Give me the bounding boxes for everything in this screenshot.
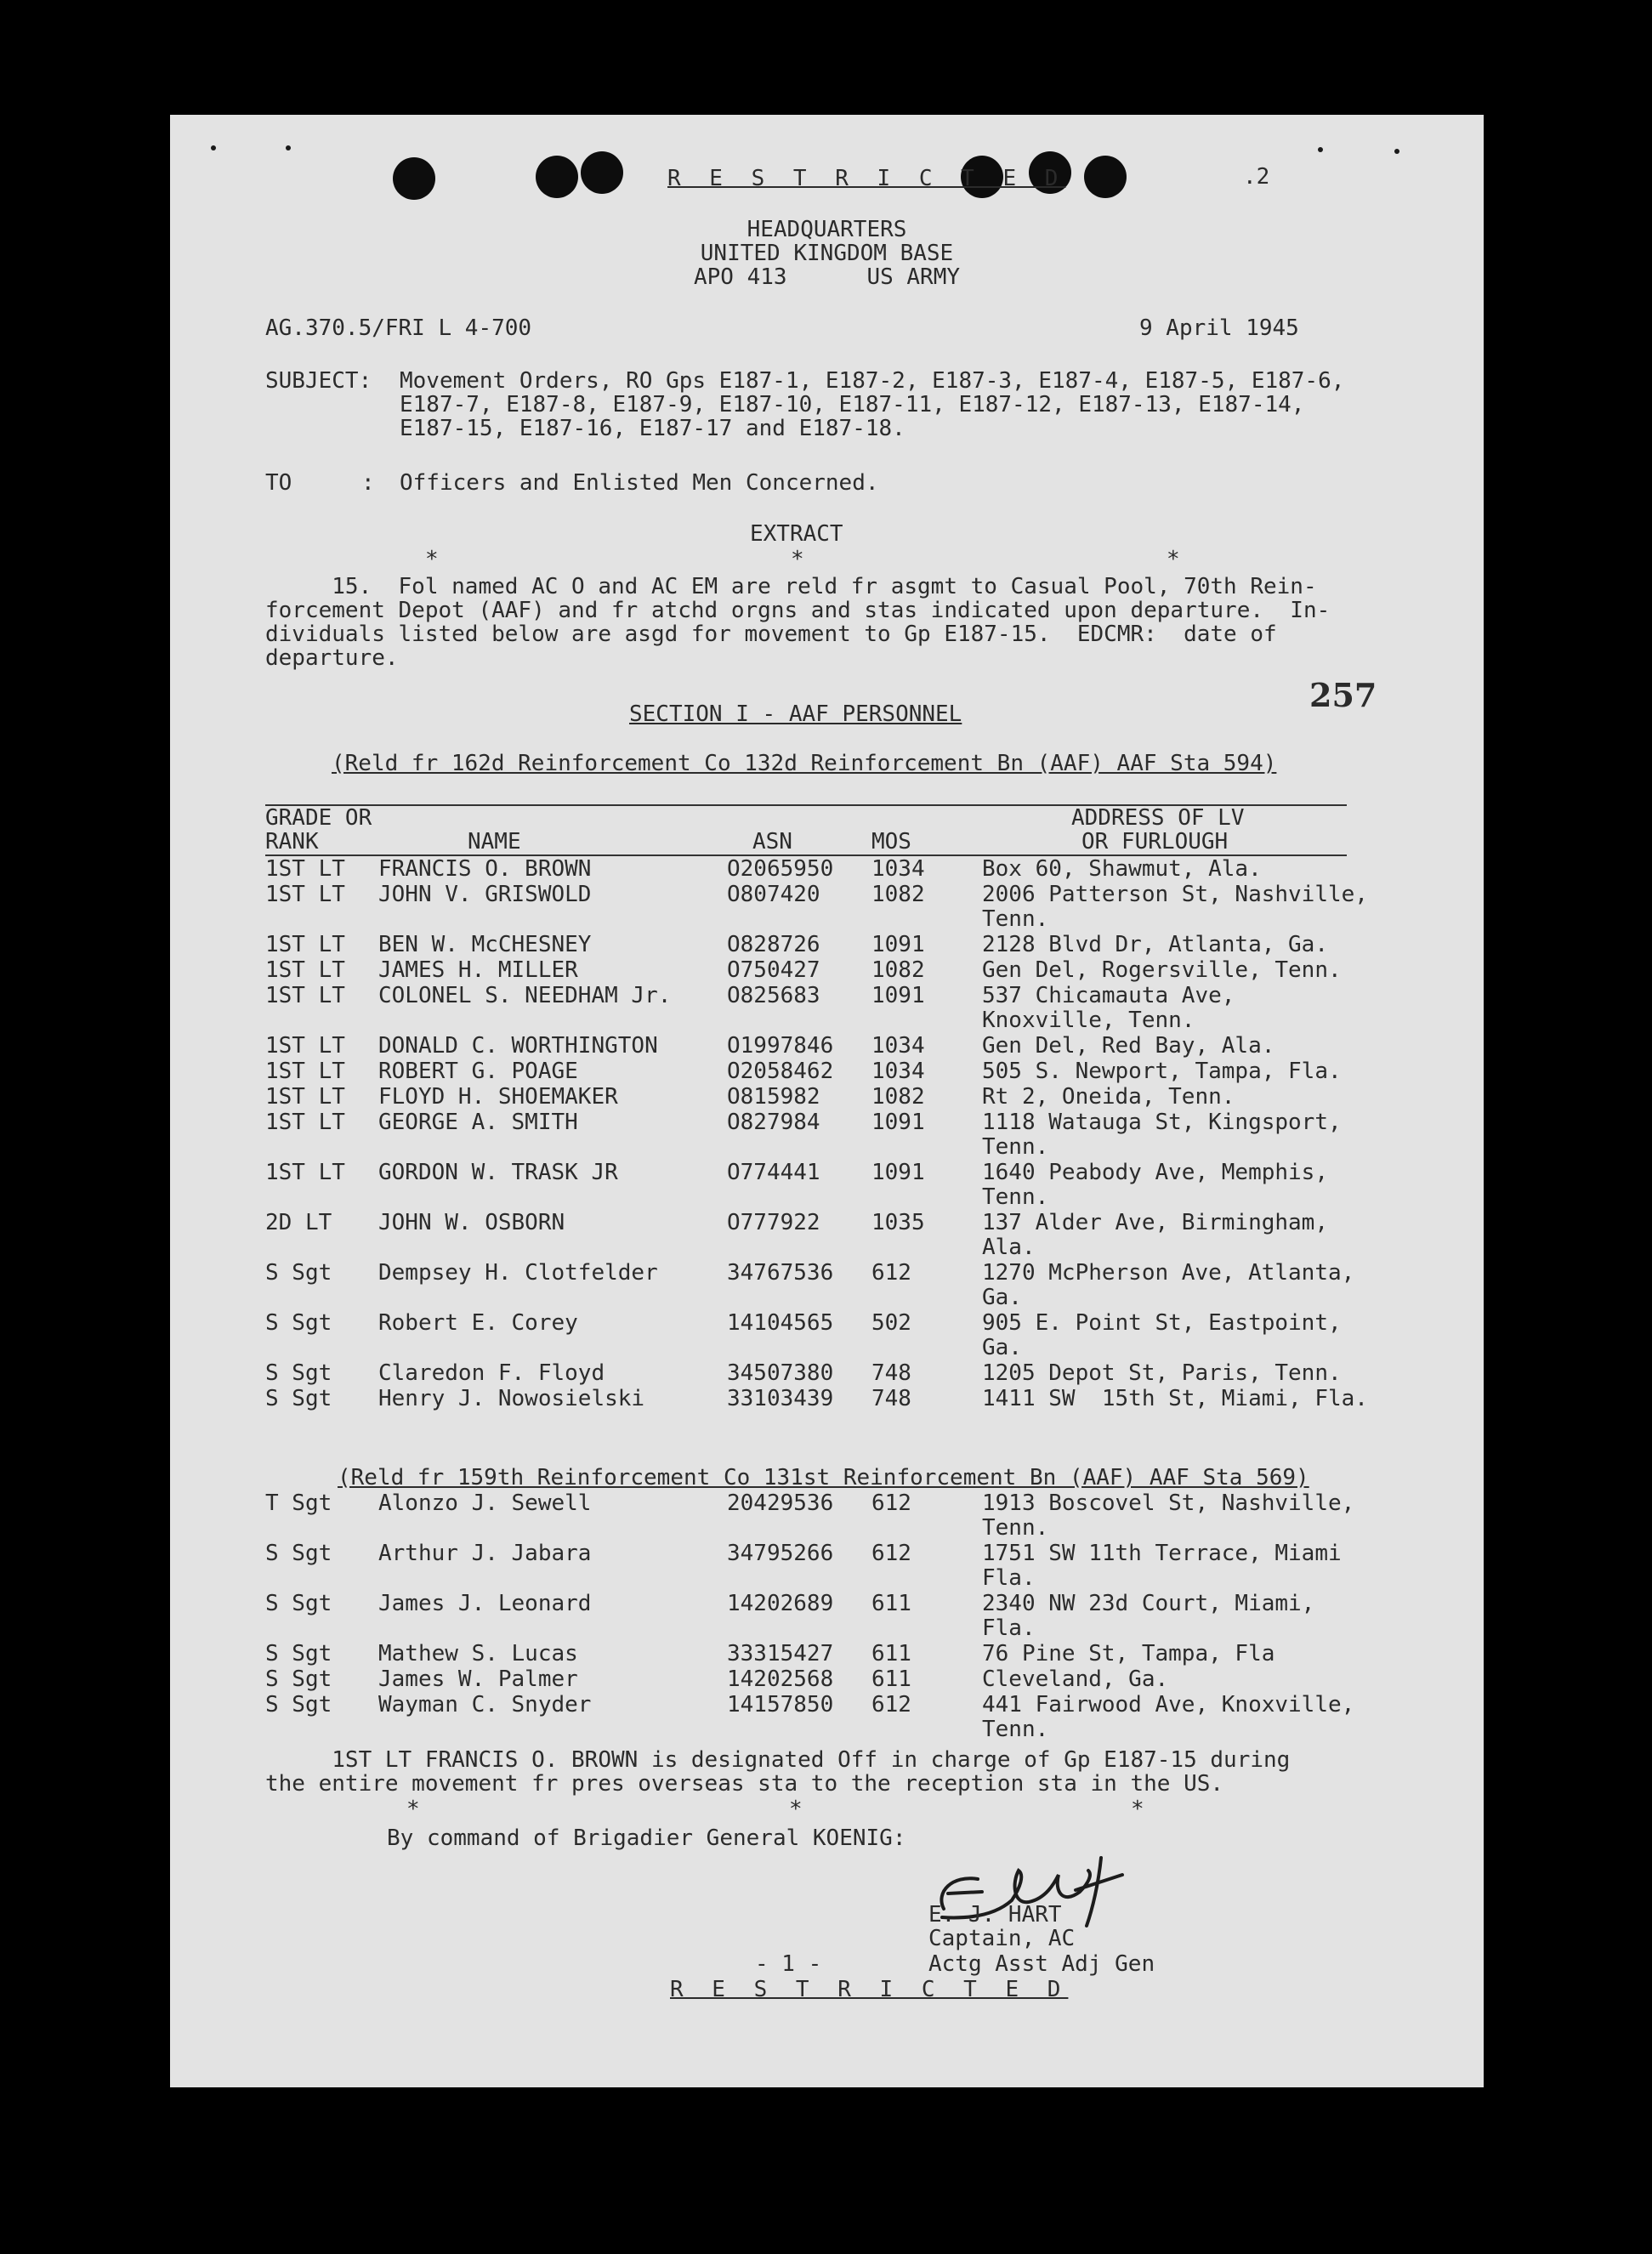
grade-cell: 2D LT: [265, 1210, 332, 1235]
asn-cell: 14202568: [727, 1666, 834, 1692]
grade-cell: T Sgt: [265, 1490, 332, 1516]
paragraph-line1: 15. Fol named AC O and AC EM are reld fr asgmt to Casual Pool, 70th Rein-: [265, 574, 1317, 599]
table-row-continuation: [170, 1235, 1484, 1260]
table-row: [170, 1059, 1484, 1084]
asterisk: *: [789, 1797, 803, 1822]
grade-cell: S Sgt: [265, 1541, 332, 1566]
name-cell: COLONEL S. NEEDHAM Jr.: [378, 983, 672, 1008]
address-cell: 505 S. Newport, Tampa, Fla.: [982, 1059, 1342, 1084]
name-cell: JAMES H. MILLER: [378, 957, 578, 983]
name-cell: FRANCIS O. BROWN: [378, 856, 592, 882]
address-cell-line2: Ala.: [982, 1235, 1036, 1260]
column-furlough-header: OR FURLOUGH: [1081, 829, 1229, 854]
table-row: [170, 1084, 1484, 1110]
grade-cell: S Sgt: [265, 1666, 332, 1692]
column-address-header: ADDRESS OF LV: [1071, 805, 1245, 831]
section-title: SECTION I - AAF PERSONNEL: [629, 701, 962, 727]
name-cell: GORDON W. TRASK JR: [378, 1160, 618, 1185]
to-label: TO: [265, 470, 292, 496]
address-cell-line2: Tenn.: [982, 1134, 1049, 1160]
mos-cell: 1091: [871, 932, 925, 957]
name-cell: GEORGE A. SMITH: [378, 1110, 578, 1135]
speck: [1318, 147, 1323, 152]
table-row-continuation: [170, 1717, 1484, 1742]
asterisk: *: [1131, 1797, 1144, 1822]
name-cell: FLOYD H. SHOEMAKER: [378, 1084, 618, 1110]
table-row: [170, 1210, 1484, 1235]
name-cell: Henry J. Nowosielski: [378, 1386, 645, 1411]
grade-cell: S Sgt: [265, 1360, 332, 1386]
asn-cell: 14104565: [727, 1310, 834, 1336]
table-row-continuation: [170, 1008, 1484, 1033]
table-row: [170, 856, 1484, 882]
table-row: [170, 1692, 1484, 1717]
speck: [211, 145, 216, 150]
column-asn-header: ASN: [752, 829, 792, 854]
table-row: [170, 983, 1484, 1008]
table-row: [170, 1386, 1484, 1411]
file-reference: AG.370.5/FRI L 4-700: [265, 315, 532, 341]
mos-cell: 1082: [871, 1084, 925, 1110]
name-cell: Robert E. Corey: [378, 1310, 578, 1336]
asn-cell: 33315427: [727, 1641, 834, 1666]
punch-hole: [581, 151, 623, 194]
address-cell: 1640 Peabody Ave, Memphis,: [982, 1160, 1328, 1185]
paragraph-line2: forcement Depot (AAF) and fr atchd orgns and stas indicated upon departure. In-: [265, 598, 1331, 623]
asn-cell: 34767536: [727, 1260, 834, 1286]
signature-title: Actg Asst Adj Gen: [928, 1951, 1155, 1977]
address-cell: Box 60, Shawmut, Ala.: [982, 856, 1262, 882]
asn-cell: O2065950: [727, 856, 834, 882]
address-cell: 1411 SW 15th St, Miami, Fla.: [982, 1386, 1368, 1411]
name-cell: DONALD C. WORTHINGTON: [378, 1033, 658, 1059]
address-cell-line2: Tenn.: [982, 1184, 1049, 1210]
name-cell: James W. Palmer: [378, 1666, 578, 1692]
mos-cell: 748: [871, 1360, 911, 1386]
header-line2: UNITED KINGDOM BASE: [700, 241, 954, 266]
address-cell-line2: Fla.: [982, 1615, 1036, 1641]
address-cell-line2: Tenn.: [982, 1515, 1049, 1541]
address-cell: 76 Pine St, Tampa, Fla: [982, 1641, 1275, 1666]
table-row: [170, 1490, 1484, 1516]
mos-cell: 611: [871, 1666, 911, 1692]
to-colon: :: [361, 470, 375, 496]
table-row: [170, 882, 1484, 907]
asn-cell: 14157850: [727, 1692, 834, 1717]
paragraph-line4: departure.: [265, 645, 399, 671]
mos-cell: 1035: [871, 1210, 925, 1235]
table-row-continuation: [170, 906, 1484, 932]
address-cell: 2128 Blvd Dr, Atlanta, Ga.: [982, 932, 1328, 957]
address-cell: Gen Del, Red Bay, Ala.: [982, 1033, 1275, 1059]
asn-cell: O815982: [727, 1084, 820, 1110]
asn-cell: 14202689: [727, 1591, 834, 1616]
address-cell: 537 Chicamauta Ave,: [982, 983, 1235, 1008]
asn-cell: O807420: [727, 882, 820, 907]
subject-line1: Movement Orders, RO Gps E187-1, E187-2, E187-3, E187-4, E187-5, E187-6,: [400, 368, 1345, 394]
mos-cell: 1091: [871, 1160, 925, 1185]
group2-title: (Reld fr 159th Reinforcement Co 131st Reinforcement Bn (AAF) AAF Sta 569): [338, 1465, 1309, 1490]
address-cell: 137 Alder Ave, Birmingham,: [982, 1210, 1328, 1235]
name-cell: Mathew S. Lucas: [378, 1641, 578, 1666]
signature-name: E. J. HART: [928, 1902, 1062, 1928]
name-cell: Claredon F. Floyd: [378, 1360, 605, 1386]
grade-cell: 1ST LT: [265, 932, 345, 957]
name-cell: James J. Leonard: [378, 1591, 592, 1616]
address-cell-line2: Tenn.: [982, 1717, 1049, 1742]
table-row-continuation: [170, 1615, 1484, 1641]
address-cell: 2006 Patterson St, Nashville,: [982, 882, 1368, 907]
mos-cell: 611: [871, 1641, 911, 1666]
asn-cell: O750427: [727, 957, 820, 983]
address-cell: 1751 SW 11th Terrace, Miami: [982, 1541, 1342, 1566]
table-row-continuation: [170, 1515, 1484, 1541]
name-cell: Alonzo J. Sewell: [378, 1490, 592, 1516]
grade-cell: 1ST LT: [265, 882, 345, 907]
classification-bottom: R E S T R I C T E D: [670, 1977, 1069, 2002]
table-row: [170, 1541, 1484, 1566]
address-cell: 1118 Watauga St, Kingsport,: [982, 1110, 1342, 1135]
asn-cell: O825683: [727, 983, 820, 1008]
asterisk: *: [406, 1797, 420, 1822]
punch-hole: [536, 156, 578, 198]
address-cell: 2340 NW 23d Court, Miami,: [982, 1591, 1315, 1616]
designation-line2: the entire movement fr pres overseas sta to the reception sta in the US.: [265, 1771, 1224, 1797]
address-cell: 441 Fairwood Ave, Knoxville,: [982, 1692, 1355, 1717]
stamp-number: 257: [1309, 676, 1377, 714]
mos-cell: 502: [871, 1310, 911, 1336]
grade-cell: 1ST LT: [265, 856, 345, 882]
column-rank-header: RANK: [265, 829, 319, 854]
grade-cell: 1ST LT: [265, 1160, 345, 1185]
document-page: [170, 115, 1484, 2087]
table-row: [170, 1260, 1484, 1286]
table-row: [170, 1110, 1484, 1135]
asn-cell: O1997846: [727, 1033, 834, 1059]
table-row: [170, 932, 1484, 957]
signature-rank: Captain, AC: [928, 1926, 1076, 1951]
subject-label: SUBJECT:: [265, 368, 372, 394]
mos-cell: 1082: [871, 882, 925, 907]
paragraph-line3: dividuals listed below are asgd for movement to Gp E187-15. EDCMR: date of: [265, 622, 1277, 647]
name-cell: Dempsey H. Clotfelder: [378, 1260, 658, 1286]
table-row: [170, 1641, 1484, 1666]
footer-page-number: - 1 -: [755, 1951, 822, 1977]
punch-hole: [1084, 156, 1127, 198]
table-row: [170, 1310, 1484, 1336]
name-cell: Arthur J. Jabara: [378, 1541, 592, 1566]
subject-line2: E187-7, E187-8, E187-9, E187-10, E187-11, E187-12, E187-13, E187-14,: [400, 392, 1305, 417]
grade-cell: S Sgt: [265, 1641, 332, 1666]
table-row: [170, 1591, 1484, 1616]
table-row: [170, 1160, 1484, 1185]
grade-cell: 1ST LT: [265, 1084, 345, 1110]
name-cell: ROBERT G. POAGE: [378, 1059, 578, 1084]
asterisk: *: [1167, 547, 1180, 572]
extract-title: EXTRACT: [750, 521, 843, 547]
asn-cell: 34795266: [727, 1541, 834, 1566]
grade-cell: S Sgt: [265, 1386, 332, 1411]
asterisk: *: [791, 547, 804, 572]
mos-cell: 1034: [871, 1059, 925, 1084]
table-row-continuation: [170, 1565, 1484, 1591]
header-line3: APO 413 US ARMY: [693, 264, 961, 290]
asterisk: *: [425, 547, 439, 572]
mos-cell: 612: [871, 1541, 911, 1566]
table-row-continuation: [170, 1134, 1484, 1160]
grade-cell: 1ST LT: [265, 983, 345, 1008]
asn-cell: 33103439: [727, 1386, 834, 1411]
speck: [286, 145, 291, 150]
page-number: .2: [1243, 164, 1270, 190]
group1-title: (Reld fr 162d Reinforcement Co 132d Reinforcement Bn (AAF) AAF Sta 594): [332, 751, 1277, 776]
asn-cell: O774441: [727, 1160, 820, 1185]
mos-cell: 1034: [871, 856, 925, 882]
table-row: [170, 1033, 1484, 1059]
table-row: [170, 1666, 1484, 1692]
address-cell: 1205 Depot St, Paris, Tenn.: [982, 1360, 1342, 1386]
grade-cell: 1ST LT: [265, 1110, 345, 1135]
asn-cell: O827984: [727, 1110, 820, 1135]
classification-top: R E S T R I C T E D: [667, 166, 1066, 191]
name-cell: Wayman C. Snyder: [378, 1692, 592, 1717]
mos-cell: 611: [871, 1591, 911, 1616]
table-row-continuation: [170, 1184, 1484, 1210]
column-mos-header: MOS: [871, 829, 911, 854]
table-row: [170, 1360, 1484, 1386]
grade-cell: S Sgt: [265, 1692, 332, 1717]
mos-cell: 1082: [871, 957, 925, 983]
address-cell: 1913 Boscovel St, Nashville,: [982, 1490, 1355, 1516]
name-cell: BEN W. McCHESNEY: [378, 932, 592, 957]
table-row-continuation: [170, 1285, 1484, 1310]
address-cell-line2: Tenn.: [982, 906, 1049, 932]
address-cell-line2: Knoxville, Tenn.: [982, 1008, 1195, 1033]
column-grade-header: GRADE OR: [265, 805, 372, 831]
speck: [1394, 149, 1399, 154]
grade-cell: 1ST LT: [265, 1059, 345, 1084]
address-cell: 905 E. Point St, Eastpoint,: [982, 1310, 1342, 1336]
grade-cell: 1ST LT: [265, 1033, 345, 1059]
grade-cell: S Sgt: [265, 1260, 332, 1286]
subject-line3: E187-15, E187-16, E187-17 and E187-18.: [400, 416, 905, 441]
asn-cell: 20429536: [727, 1490, 834, 1516]
address-cell-line2: Ga.: [982, 1335, 1022, 1360]
punch-hole: [393, 157, 435, 200]
asn-cell: 34507380: [727, 1360, 834, 1386]
asn-cell: O777922: [727, 1210, 820, 1235]
mos-cell: 1091: [871, 983, 925, 1008]
address-cell: Cleveland, Ga.: [982, 1666, 1169, 1692]
asn-cell: O2058462: [727, 1059, 834, 1084]
grade-cell: 1ST LT: [265, 957, 345, 983]
name-cell: JOHN W. OSBORN: [378, 1210, 565, 1235]
command-line: By command of Brigadier General KOENIG:: [387, 1825, 906, 1851]
table-row-continuation: [170, 1335, 1484, 1360]
address-cell: Rt 2, Oneida, Tenn.: [982, 1084, 1235, 1110]
grade-cell: S Sgt: [265, 1591, 332, 1616]
address-cell: Gen Del, Rogersville, Tenn.: [982, 957, 1342, 983]
grade-cell: S Sgt: [265, 1310, 332, 1336]
to-text: Officers and Enlisted Men Concerned.: [400, 470, 879, 496]
designation-line1: 1ST LT FRANCIS O. BROWN is designated Off in charge of Gp E187-15 during: [265, 1747, 1291, 1773]
mos-cell: 748: [871, 1386, 911, 1411]
address-cell-line2: Ga.: [982, 1285, 1022, 1310]
column-name-header: NAME: [468, 829, 521, 854]
address-cell-line2: Fla.: [982, 1565, 1036, 1591]
header-line1: HEADQUARTERS: [747, 217, 907, 242]
table-row: [170, 957, 1484, 983]
mos-cell: 612: [871, 1490, 911, 1516]
mos-cell: 1034: [871, 1033, 925, 1059]
mos-cell: 1091: [871, 1110, 925, 1135]
asn-cell: O828726: [727, 932, 820, 957]
document-date: 9 April 1945: [1139, 315, 1299, 341]
mos-cell: 612: [871, 1260, 911, 1286]
name-cell: JOHN V. GRISWOLD: [378, 882, 592, 907]
mos-cell: 612: [871, 1692, 911, 1717]
address-cell: 1270 McPherson Ave, Atlanta,: [982, 1260, 1355, 1286]
